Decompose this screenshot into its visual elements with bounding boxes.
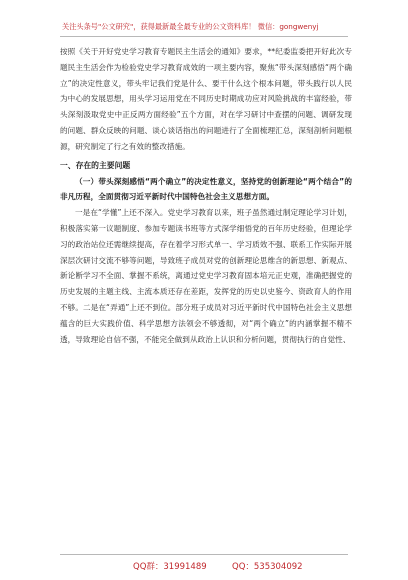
header-banner: 关注头条号"公文研究"，获得最新最全最专业的公文资料库！ 微信：gongwenyj (62, 22, 319, 31)
header-divider (60, 36, 348, 37)
document-body (60, 44, 352, 347)
section-title: 一、存在的主要问题 (60, 160, 131, 170)
body-paragraph: 一是在“学懂”上还不深入。党史学习教育以来，班子虽然通过制定理论学习计划，积极落实第一议题制度、参加专题读书班等方式深学细悟党的百年历史经验，但理论学习的政治站位还需继续提高，存在着学习形式单一、学习质效不强、联系工作实际开展深层次研讨交流不够等问题，导致班子成员对党的创新理论思维含的新思想、新观点、新论断学习不全面、掌握不系统，离通过党史学习教育固本培元正史观，准确把握党的历史发展的主题主线、主流本质还存在差距，发挥党的历史以史鉴今、资政育人的作用不够。二是在“弄通”上还不到位。部分班子成员对习近平新时代中国特色社会主义思想蕴含的巨大实践价值、科学思想方法领会不够透彻，对“两个确立”的内涵掌握不精不透，导致理论自信不强，不能完全做到从政治上认识和分析问题，贯彻执行的自觉性、 (60, 208, 352, 344)
page-footer (0, 560, 408, 576)
footer-qq-group: QQ群：31991489 (133, 562, 207, 572)
intro-paragraph: 按照《关于开好党史学习教育专题民主生活会的通知》要求，**纪委监委把开好此次专题民主生活会作为检验党史学习教育成效的一项主要内容，聚焦“带头深刻感悟“两个确立”的决定性意义，带头牢记我们党是什么、要干什么这个根本问题，带头践行以人民为中心的发展思想，用头学习运用党在不同历史时期成功应对风险挑战的丰富经验，带头深刻汲取党史中正反两方面经验”五个方面，对在学习研讨中查摆的问题、调研发现的问题、群众反映的问题、谈心谈话指出的问题进行了全面梳理汇总，深刻剖析问题根源，研究制定了行之有效的整改措施。 (60, 47, 352, 151)
footer-qq-contact: QQ：535304092 (232, 562, 303, 572)
footer-divider (60, 554, 348, 555)
subsection-heading: （一）带头深刻感悟“两个确立”的决定性意义，坚持党的创新理论“两个结合”的非凡历程，全面贯彻习近平新时代中国特色社会主义思想方面。 (60, 176, 352, 202)
